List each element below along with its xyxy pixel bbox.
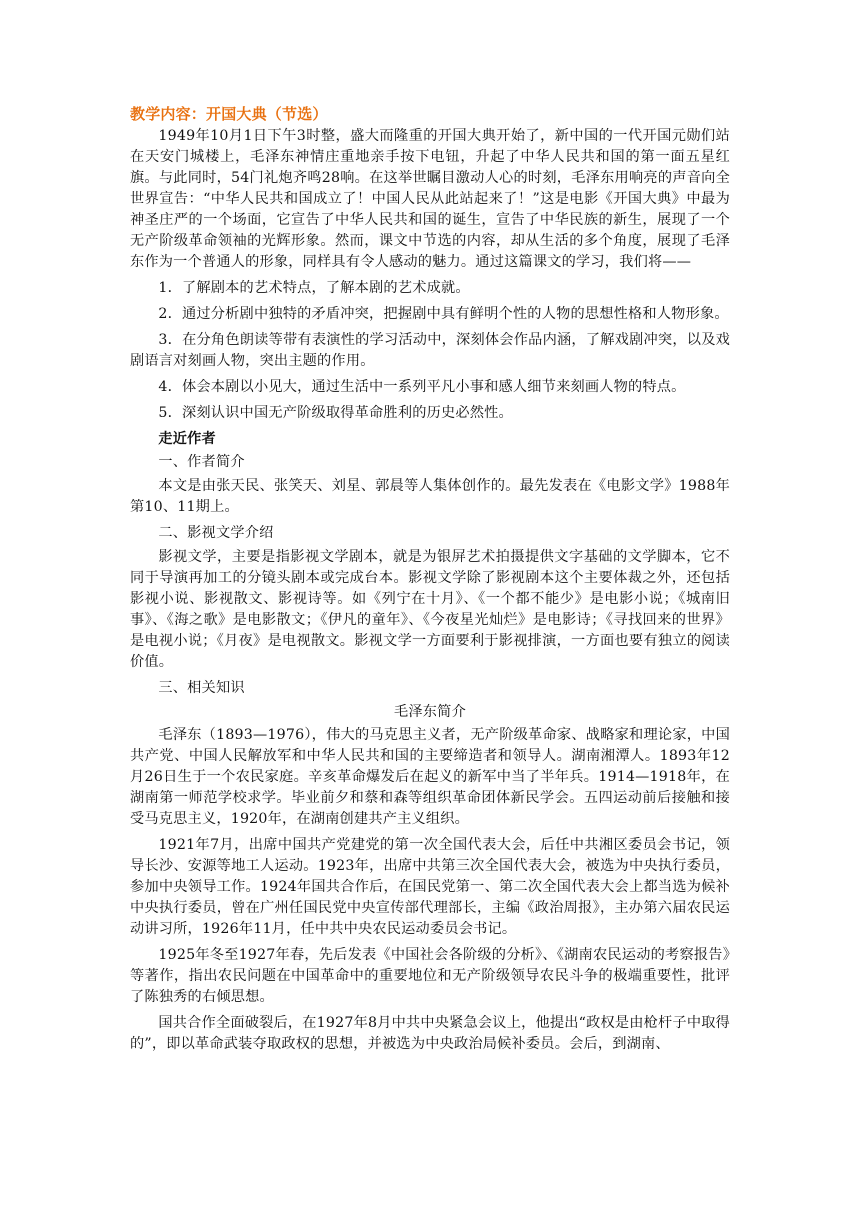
goal-item-3: 3．在分角色朗读等带有表演性的学习活动中，深刻体会作品内涵，了解戏剧冲突，以及戏剧语言对刻画人物，突出主题的作用。 [130,332,730,369]
goal-item-4: 4．体会本剧以小见大，通过生活中一系列平凡小事和感人细节来刻画人物的特点。 [158,379,686,395]
author-heading: 一、作者简介 [158,454,245,470]
goal-item-2: 2．通过分析剧中独特的矛盾冲突，把握剧中具有鲜明个性的人物的思想性格和人物形象。 [158,306,729,322]
related-heading: 三、相关知识 [158,680,245,696]
section-heading: 走近作者 [158,431,216,447]
film-paragraph: 影视文学，主要是指影视文学剧本，就是为银屏艺术拍摄提供文字基础的文学脚本，它不同于导演再加工的分镜头剧本或完成台本。影视文学除了影视剧本这个主要体裁之外，还包括影视小说、影视散文、影视诗等。如《列宁在十月》、《一个都不能少》是电影小说；《城南旧事》、《海之歌》是电影散文；《伊凡的童年》、《今夜星光灿烂》是电影诗；《寻找回来的世界》是电视小说；《月夜》是电视散文。影视文学一方面要利于影视排演，一方面也要有独立的阅读价值。 [130,549,730,670]
document-title: 教学内容：开国大典（节选） [130,105,328,123]
mao-paragraph-3: 1925年冬至1927年春，先后发表《中国社会各阶级的分析》、《湖南农民运动的考察报告》等著作，指出农民问题在中国革命中的重要地位和无产阶级领导农民斗争的极端重要性，批评了陈独秀的右倾思想。 [130,947,730,1005]
mao-paragraph-4: 国共合作全面破裂后，在1927年8月中共中央紧急会议上，他提出“政权是由枪杆子中取得的”，即以革命武装夺取政权的思想，并被选为中央政治局候补委员。会后，到湖南、 [130,1015,730,1052]
goal-item-1: 1．了解剧本的艺术特点，了解本剧的艺术成就。 [158,280,470,296]
mao-paragraph-2: 1921年7月，出席中国共产党建党的第一次全国代表大会，后任中共湘区委员会书记，领导长沙、安源等地工人运动。1923年，出席中共第三次全国代表大会，被选为中央执行委员，参加中央领导工作。1924年国共合作后，在国民党第一、第二次全国代表大会上都当选为候补中央执行委员，曾在广州任国民党中央宣传部代理部长，主编《政治周报》，主办第六届农民运动讲习所，1926年11月，任中共中央农民运动委员会书记。 [130,837,730,937]
author-paragraph: 本文是由张天民、张笑天、刘星、郭晨等人集体创作的。最先发表在《电影文学》1988年第10、11期上。 [130,478,730,515]
film-heading: 二、影视文学介绍 [158,525,274,541]
mao-title: 毛泽东简介 [394,704,466,720]
intro-paragraph: 1949年10月1日下午3时整，盛大而隆重的开国大典开始了，新中国的一代开国元勋们站在天安门城楼上，毛泽东神情庄重地亲手按下电钮，升起了中华人民共和国的第一面五星红旗。与此同时，54门礼炮齐鸣28响。在这举世瞩目激动人心的时刻，毛泽东用响亮的声音向全世界宣告：“中华人民共和国成立了！中国人民从此站起来了！”这是电影《开国大典》中最为神圣庄严的一个场面，它宣告了中华人民共和国的诞生，宣告了中华民族的新生，展现了一个无产阶级革命领袖的光辉形象。然而，课文中节选的内容，却从生活的多个角度，展现了毛泽东作为一个普通人的形象，同样具有令人感动的魅力。通过这篇课文的学习，我们将—— [130,128,730,270]
document-page [130,104,730,1055]
goal-item-5: 5．深刻认识中国无产阶级取得革命胜利的历史必然性。 [158,405,513,421]
mao-paragraph-1: 毛泽东（1893—1976），伟大的马克思主义者，无产阶级革命家、战略家和理论家，中国共产党、中国人民解放军和中华人民共和国的主要缔造者和领导人。湖南湘潭人。1893年12月26日生于一个农民家庭。辛亥革命爆发后在起义的新军中当了半年兵。1914—1918年，在湖南第一师范学校求学。毕业前夕和蔡和森等组织革命团体新民学会。五四运动前后接触和接受马克思主义，1920年，在湖南创建共产主义组织。 [130,727,730,827]
